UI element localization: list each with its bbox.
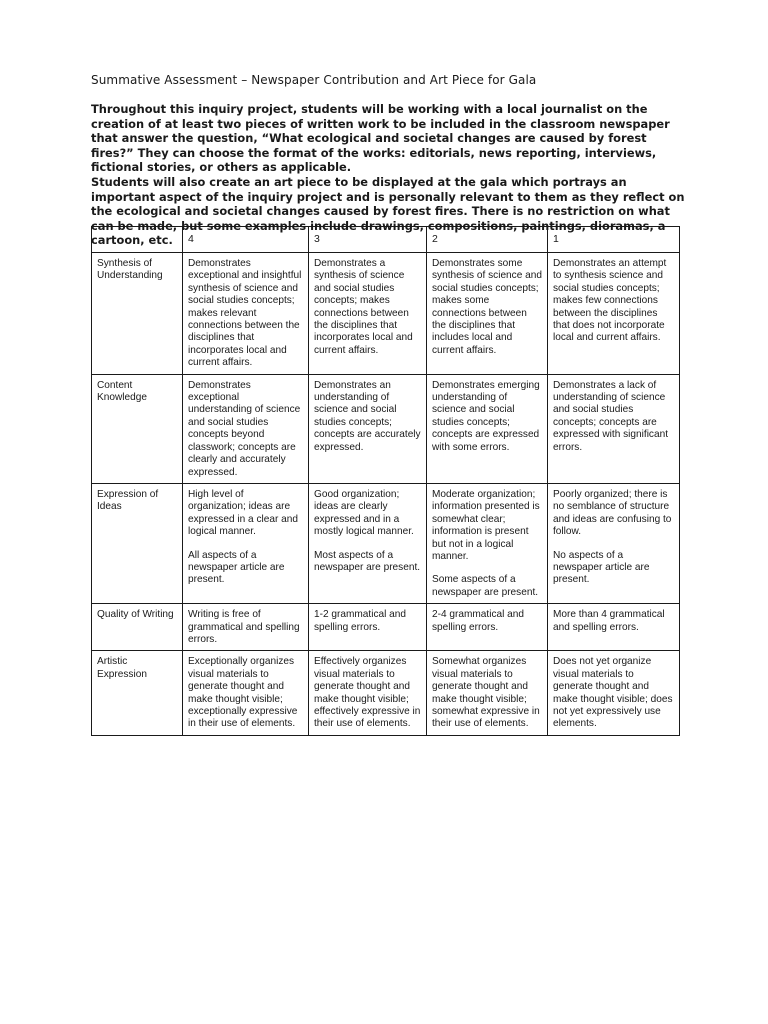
descriptor-text: Demonstrates exceptional and insightful synthesis of science and social studies concepts; makes relevant connections between the disciplines that incorporates local and current affairs.: [188, 258, 302, 369]
descriptor-text: Moderate organization; information presented is somewhat clear; information is present but not in a logical manner.: [432, 488, 540, 562]
descriptor-cell: [548, 483, 680, 603]
score-header-cell: 3: [309, 227, 427, 253]
intro-paragraph: Throughout this inquiry project, students will be working with a local journalist on the creation of at least two pieces of written work to be included in the classroom newspaper that answer the question, “What ecological and societal changes are caused by forest fires?” They can choose the format of the works: editorials, news reporting, interviews, fictional stories, or others as applicable.: [91, 102, 670, 175]
criterion-cell: Content Knowledge: [92, 374, 183, 483]
descriptor-cell: [427, 483, 548, 603]
descriptor-text: Good organization; ideas are clearly expressed and in a mostly logical manner.: [314, 488, 414, 538]
descriptor-text: More than 4 grammatical and spelling errors.: [553, 609, 665, 633]
descriptor-text: Demonstrates a synthesis of science and social studies concepts; makes connections between the disciplines that incorporates local and current affairs.: [314, 258, 413, 356]
rubric-header-row: [92, 227, 680, 253]
descriptor-cell: [427, 604, 548, 651]
descriptor-cell: [548, 374, 680, 483]
descriptor-cell: [183, 483, 309, 603]
descriptor-cell: [309, 651, 427, 735]
rubric-row: [92, 374, 680, 483]
descriptor-cell: [548, 604, 680, 651]
descriptor-text: Effectively organizes visual materials to generate thought and make thought visible; effectively expressive in their use of elements.: [314, 656, 421, 730]
descriptor-cell: [427, 374, 548, 483]
descriptor-text: Somewhat organizes visual materials to generate thought and make thought visible; somewhat expressive in their use of elements.: [432, 656, 540, 730]
descriptor-text: Demonstrates emerging understanding of science and social studies concepts; concepts are expressed with some errors.: [432, 379, 540, 453]
descriptor-cell: [548, 651, 680, 735]
descriptor-cell: [427, 253, 548, 375]
criterion-cell: Synthesis of Understanding: [92, 253, 183, 375]
descriptor-cell: [309, 374, 427, 483]
descriptor-text: High level of organization; ideas are expressed in a clear and logical manner.: [188, 488, 298, 538]
descriptor-cell: [309, 483, 427, 603]
descriptor-cell: [427, 651, 548, 735]
document-title: Summative Assessment – Newspaper Contribution and Art Piece for Gala: [91, 73, 537, 87]
descriptor-cell: [183, 651, 309, 735]
criterion-cell: Artistic Expression: [92, 651, 183, 735]
rubric-row: [92, 483, 680, 603]
descriptor-text: Some aspects of a newspaper are present.: [432, 574, 539, 598]
descriptor-text: Poorly organized; there is no semblance of structure and ideas are confusing to follow.: [553, 488, 672, 538]
descriptor-cell: [309, 253, 427, 375]
descriptor-text: All aspects of a newspaper article are present.: [188, 549, 285, 586]
descriptor-text: Demonstrates a lack of understanding of science and social studies concepts; concepts are expressed with significant errors.: [553, 379, 669, 453]
rubric-body: [92, 227, 680, 736]
header-blank-cell: [92, 227, 183, 253]
criterion-cell: Expression of Ideas: [92, 483, 183, 603]
intro-paragraph: Students will also create an art piece to be displayed at the gala which portrays an important aspect of the inquiry project and is personally relevant to them as they reflect on the ecological and societal changes caused by forest fires. There is no restriction on what can be made, but some examples include drawings, compositions, paintings, dioramas, a cartoon, etc.: [91, 174, 685, 248]
descriptor-cell: [183, 374, 309, 483]
score-header-cell: 4: [183, 227, 309, 253]
descriptor-cell: [183, 253, 309, 375]
descriptor-text: Exceptionally organizes visual materials to generate thought and make thought visible; exceptionally expressive in their use of elements.: [188, 656, 298, 730]
rubric-row: [92, 651, 680, 735]
descriptor-text: Demonstrates some synthesis of science and social studies concepts; makes some connections between the disciplines that includes local and current affairs.: [432, 258, 542, 356]
criterion-cell: Quality of Writing: [92, 604, 183, 651]
descriptor-cell: [183, 604, 309, 651]
score-header-cell: 2: [427, 227, 548, 253]
descriptor-cell: [309, 604, 427, 651]
rubric-row: [92, 604, 680, 651]
descriptor-cell: [548, 253, 680, 375]
descriptor-text: 1-2 grammatical and spelling errors.: [314, 609, 407, 633]
rubric-table: [91, 226, 680, 736]
descriptor-text: Demonstrates an attempt to synthesis science and social studies concepts; makes few connections between the disciplines that does not incorporate local and current affairs.: [553, 258, 667, 344]
descriptor-text: Demonstrates an understanding of science and social studies concepts; concepts are accurately expressed.: [314, 379, 421, 453]
descriptor-text: 2-4 grammatical and spelling errors.: [432, 609, 525, 633]
descriptor-text: Demonstrates exceptional understanding of science and social studies concepts beyond classwork; concepts are clearly and accurately expressed.: [188, 379, 301, 478]
rubric-row: [92, 253, 680, 375]
score-header-cell: 1: [548, 227, 680, 253]
descriptor-text: Most aspects of a newspaper are present.: [314, 549, 421, 573]
descriptor-text: No aspects of a newspaper article are present.: [553, 549, 650, 586]
descriptor-text: Does not yet organize visual materials to generate thought and make thought visible; does not yet expressively use elements.: [553, 656, 673, 730]
descriptor-text: Writing is free of grammatical and spelling errors.: [188, 609, 300, 645]
